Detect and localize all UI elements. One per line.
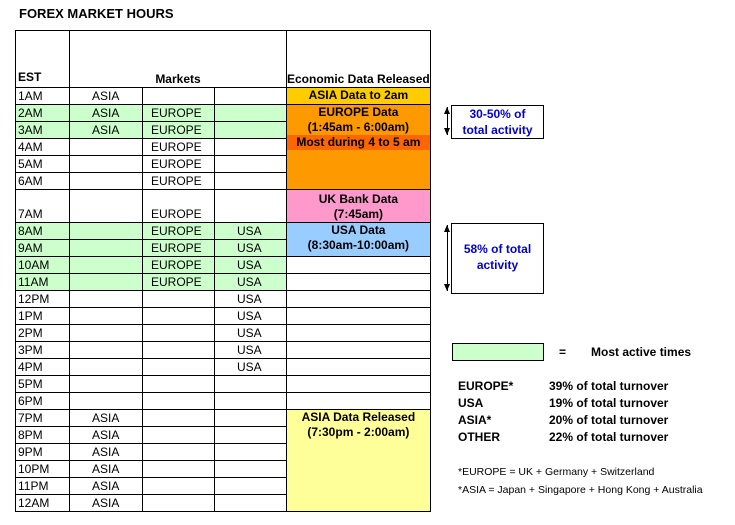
usa-cell bbox=[215, 444, 287, 461]
economic-data-line: ASIA Data Released bbox=[301, 410, 416, 424]
table-row bbox=[16, 342, 431, 359]
usa-cell bbox=[215, 105, 287, 122]
turnover-pct: 20% of total turnover bbox=[549, 413, 669, 427]
economic-data-line: EUROPE Data bbox=[318, 105, 399, 119]
usa-activity-arrow bbox=[447, 225, 448, 291]
time-cell: 11AM bbox=[16, 274, 70, 291]
usa-cell bbox=[215, 495, 287, 512]
economic-data-cell bbox=[287, 308, 431, 325]
turnover-name: EUROPE* bbox=[458, 379, 514, 393]
europe-cell: EUROPE bbox=[143, 223, 215, 240]
table-row bbox=[16, 376, 431, 393]
time-cell: 11PM bbox=[16, 478, 70, 495]
table-row bbox=[16, 190, 431, 223]
time-cell: 5AM bbox=[16, 156, 70, 173]
table-row bbox=[16, 325, 431, 342]
economic-data-cell bbox=[287, 376, 431, 393]
europe-cell bbox=[143, 325, 215, 342]
usa-cell bbox=[215, 122, 287, 139]
time-cell: 8PM bbox=[16, 427, 70, 444]
economic-data-cell bbox=[287, 274, 431, 291]
economic-data-cell bbox=[287, 393, 431, 410]
europe-cell: EUROPE bbox=[143, 257, 215, 274]
time-cell: 2AM bbox=[16, 105, 70, 122]
asia-cell: ASIA bbox=[70, 478, 143, 495]
usa-cell: USA bbox=[215, 325, 287, 342]
europe-activity-arrow bbox=[447, 107, 448, 135]
europe-cell: EUROPE bbox=[143, 274, 215, 291]
usa-activity-line2: activity bbox=[476, 258, 519, 272]
time-cell: 4AM bbox=[16, 139, 70, 156]
europe-cell bbox=[143, 478, 215, 495]
usa-cell: USA bbox=[215, 257, 287, 274]
economic-data-cell bbox=[287, 190, 431, 223]
asia-cell bbox=[70, 325, 143, 342]
europe-cell bbox=[143, 88, 215, 105]
asia-cell: ASIA bbox=[70, 495, 143, 512]
asia-cell bbox=[70, 240, 143, 257]
asia-cell bbox=[70, 223, 143, 240]
europe-cell bbox=[143, 308, 215, 325]
economic-data-cell bbox=[287, 410, 431, 512]
europe-cell bbox=[143, 359, 215, 376]
economic-data-cell bbox=[287, 325, 431, 342]
europe-cell bbox=[143, 291, 215, 308]
turnover-pct: 39% of total turnover bbox=[549, 379, 669, 393]
usa-cell bbox=[215, 190, 287, 223]
table-row bbox=[16, 257, 431, 274]
markets-header: Markets bbox=[70, 31, 287, 88]
usa-activity-line1: 58% of total bbox=[463, 242, 532, 256]
usa-activity-box bbox=[451, 223, 544, 294]
page-title: FOREX MARKET HOURS bbox=[19, 6, 174, 21]
asia-cell bbox=[70, 376, 143, 393]
europe-cell bbox=[143, 461, 215, 478]
economic-data-cell bbox=[287, 257, 431, 274]
europe-cell: EUROPE bbox=[143, 240, 215, 257]
europe-cell bbox=[143, 376, 215, 393]
time-cell: 10AM bbox=[16, 257, 70, 274]
europe-activity-line1: 30-50% of bbox=[469, 107, 526, 121]
header-row bbox=[16, 31, 431, 88]
time-cell: 6PM bbox=[16, 393, 70, 410]
time-cell: 12PM bbox=[16, 291, 70, 308]
europe-cell bbox=[143, 444, 215, 461]
economic-data-header: Economic Data Released bbox=[287, 31, 431, 88]
asia-cell: ASIA bbox=[70, 410, 143, 427]
time-cell: 6AM bbox=[16, 173, 70, 190]
europe-footnote: *EUROPE = UK + Germany + Switzerland bbox=[458, 466, 655, 478]
usa-cell: USA bbox=[215, 308, 287, 325]
usa-cell bbox=[215, 410, 287, 427]
table-row bbox=[16, 274, 431, 291]
asia-cell: ASIA bbox=[70, 105, 143, 122]
asia-cell: ASIA bbox=[70, 88, 143, 105]
asia-cell bbox=[70, 359, 143, 376]
asia-cell: ASIA bbox=[70, 122, 143, 139]
asia-cell bbox=[70, 173, 143, 190]
time-cell: 7PM bbox=[16, 410, 70, 427]
asia-cell bbox=[70, 139, 143, 156]
usa-cell bbox=[215, 156, 287, 173]
asia-cell: ASIA bbox=[70, 444, 143, 461]
time-cell: 12AM bbox=[16, 495, 70, 512]
asia-cell: ASIA bbox=[70, 461, 143, 478]
usa-cell bbox=[215, 139, 287, 156]
time-cell: 8AM bbox=[16, 223, 70, 240]
time-cell: 2PM bbox=[16, 325, 70, 342]
asia-footnote: *ASIA = Japan + Singapore + Hong Kong + Australia bbox=[458, 484, 703, 496]
time-cell: 9PM bbox=[16, 444, 70, 461]
economic-data-cell bbox=[287, 359, 431, 376]
usa-cell bbox=[215, 393, 287, 410]
table-row bbox=[16, 393, 431, 410]
economic-data-cell bbox=[287, 291, 431, 308]
usa-cell bbox=[215, 173, 287, 190]
asia-cell bbox=[70, 393, 143, 410]
table-row bbox=[16, 105, 431, 122]
usa-cell: USA bbox=[215, 223, 287, 240]
turnover-name: ASIA* bbox=[458, 413, 492, 427]
time-cell: 7AM bbox=[16, 190, 70, 223]
europe-cell bbox=[143, 393, 215, 410]
economic-data-line: USA Data bbox=[331, 223, 386, 237]
est-header: EST bbox=[16, 31, 70, 88]
asia-cell bbox=[70, 274, 143, 291]
usa-cell bbox=[215, 427, 287, 444]
usa-cell: USA bbox=[215, 240, 287, 257]
asia-cell: ASIA bbox=[70, 427, 143, 444]
europe-cell: EUROPE bbox=[143, 173, 215, 190]
europe-cell bbox=[143, 427, 215, 444]
time-cell: 10PM bbox=[16, 461, 70, 478]
time-cell: 1PM bbox=[16, 308, 70, 325]
turnover-pct: 19% of total turnover bbox=[549, 396, 669, 410]
europe-cell: EUROPE bbox=[143, 156, 215, 173]
economic-data-cell bbox=[287, 342, 431, 359]
usa-cell: USA bbox=[215, 274, 287, 291]
time-cell: 3AM bbox=[16, 122, 70, 139]
europe-cell: EUROPE bbox=[143, 122, 215, 139]
usa-cell bbox=[215, 88, 287, 105]
usa-cell bbox=[215, 376, 287, 393]
turnover-pct: 22% of total turnover bbox=[549, 430, 669, 444]
usa-cell bbox=[215, 478, 287, 495]
economic-data-line: (7:30pm - 2:00am) bbox=[307, 425, 410, 439]
europe-cell: EUROPE bbox=[143, 190, 215, 223]
table-row bbox=[16, 308, 431, 325]
table-row bbox=[16, 223, 431, 240]
usa-cell: USA bbox=[215, 291, 287, 308]
economic-data-line: (8:30am-10:00am) bbox=[307, 238, 410, 252]
table-row bbox=[16, 88, 431, 105]
europe-cell bbox=[143, 342, 215, 359]
asia-cell bbox=[70, 156, 143, 173]
turnover-name: USA bbox=[458, 396, 484, 410]
asia-cell bbox=[70, 190, 143, 223]
legend-label: Most active times bbox=[591, 345, 692, 359]
economic-data-cell bbox=[287, 105, 431, 190]
economic-data-line: ASIA Data to 2am bbox=[308, 88, 409, 102]
time-cell: 9AM bbox=[16, 240, 70, 257]
most-active-note: Most during 4 to 5 am bbox=[287, 135, 430, 150]
europe-cell: EUROPE bbox=[143, 139, 215, 156]
table-row bbox=[16, 359, 431, 376]
forex-hours-table bbox=[15, 30, 431, 512]
time-cell: 4PM bbox=[16, 359, 70, 376]
europe-cell bbox=[143, 410, 215, 427]
usa-cell: USA bbox=[215, 359, 287, 376]
asia-cell bbox=[70, 308, 143, 325]
legend-equals: = bbox=[559, 345, 567, 359]
table-row bbox=[16, 291, 431, 308]
europe-cell bbox=[143, 495, 215, 512]
table-row bbox=[16, 410, 431, 427]
time-cell: 1AM bbox=[16, 88, 70, 105]
asia-cell bbox=[70, 342, 143, 359]
time-cell: 3PM bbox=[16, 342, 70, 359]
asia-cell bbox=[70, 257, 143, 274]
europe-activity-line2: total activity bbox=[462, 123, 533, 137]
economic-data-cell bbox=[287, 223, 431, 257]
economic-data-cell bbox=[287, 88, 431, 105]
economic-data-line: (7:45am) bbox=[333, 207, 384, 221]
time-cell: 5PM bbox=[16, 376, 70, 393]
legend-swatch bbox=[452, 343, 544, 361]
economic-data-line: (1:45am - 6:00am) bbox=[307, 120, 410, 134]
turnover-name: OTHER bbox=[458, 430, 500, 444]
usa-cell: USA bbox=[215, 342, 287, 359]
economic-data-line: UK Bank Data bbox=[318, 192, 399, 206]
usa-cell bbox=[215, 461, 287, 478]
asia-cell bbox=[70, 291, 143, 308]
europe-cell: EUROPE bbox=[143, 105, 215, 122]
forex-hours-table-wrap bbox=[15, 30, 431, 512]
europe-activity-box bbox=[451, 105, 544, 139]
